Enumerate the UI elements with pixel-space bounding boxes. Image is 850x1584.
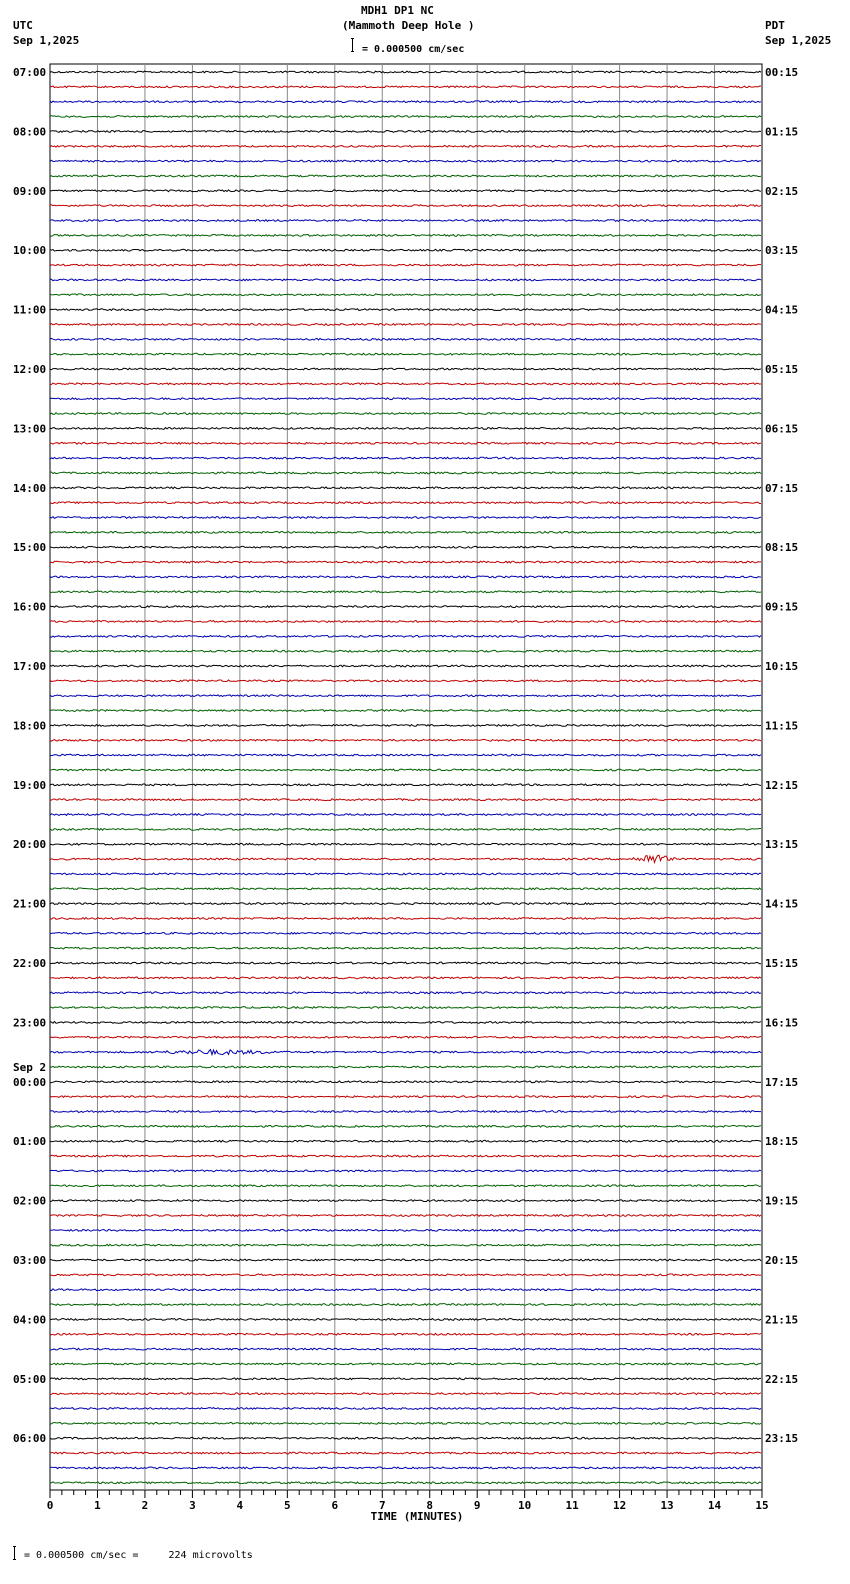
trace-line <box>50 1363 761 1365</box>
utc-hour-label: 23:00 <box>13 1016 47 1030</box>
station-title: MDH1 DP1 NC <box>361 4 434 17</box>
trace-line <box>50 338 761 340</box>
pdt-hour-label: 11:15 <box>765 719 799 733</box>
trace-line <box>50 457 761 459</box>
pdt-hour-label: 18:15 <box>765 1135 799 1149</box>
trace-line <box>50 1244 761 1246</box>
pdt-hour-label: 02:15 <box>765 184 799 198</box>
trace-line <box>50 1378 761 1380</box>
trace-line <box>50 1348 761 1350</box>
trace-line <box>50 828 761 830</box>
utc-hour-label: 00:00 <box>13 1075 47 1089</box>
right-date: Sep 1,2025 <box>765 34 832 47</box>
x-tick-label: 8 <box>426 1499 434 1512</box>
trace-line <box>50 576 761 578</box>
trace-line <box>50 1289 761 1291</box>
utc-hour-label: 20:00 <box>13 838 47 852</box>
trace-line <box>50 294 761 296</box>
trace-line <box>50 561 761 563</box>
trace-line <box>50 190 761 192</box>
trace-line <box>50 472 761 474</box>
footer-scale-text: = 0.000500 cm/sec = 224 microvolts <box>24 1550 253 1561</box>
utc-hour-label: 02:00 <box>13 1194 47 1208</box>
trace-line <box>50 1140 761 1142</box>
trace-line <box>50 1333 761 1335</box>
trace-line <box>50 1259 761 1261</box>
trace-line <box>50 1304 761 1306</box>
trace-line <box>50 1393 761 1395</box>
trace-line <box>50 353 761 355</box>
trace-line <box>50 1066 761 1068</box>
pdt-hour-label: 15:15 <box>765 957 799 970</box>
trace-line <box>50 234 761 236</box>
trace-line <box>50 1408 761 1410</box>
pdt-hour-label: 16:15 <box>765 1016 799 1030</box>
trace-line <box>50 383 761 385</box>
trace-line <box>50 1081 761 1083</box>
utc-hour-label: 15:00 <box>13 541 47 555</box>
trace-line <box>50 843 761 845</box>
utc-hour-label: 10:00 <box>13 244 47 258</box>
utc-hour-label: 04:00 <box>13 1313 47 1327</box>
utc-hour-label: 03:00 <box>13 1254 47 1267</box>
pdt-hour-label: 17:15 <box>765 1075 799 1089</box>
trace-line <box>50 1170 761 1172</box>
trace-line <box>50 1215 761 1217</box>
trace-line <box>50 71 761 73</box>
trace-line <box>50 855 761 862</box>
trace-line <box>50 665 761 667</box>
trace-line <box>50 368 761 370</box>
utc-hour-label: 22:00 <box>13 957 47 970</box>
trace-line <box>50 1185 761 1187</box>
x-tick-label: 10 <box>518 1499 532 1512</box>
trace-line <box>50 739 761 741</box>
trace-line <box>50 977 761 979</box>
utc-hour-label: 07:00 <box>13 66 47 79</box>
pdt-hour-label: 09:15 <box>765 600 799 614</box>
trace-line <box>50 145 761 147</box>
trace-line <box>50 1007 761 1009</box>
trace-line <box>50 1155 761 1157</box>
trace-line <box>50 1482 761 1484</box>
trace-line <box>50 1096 761 1098</box>
trace-line <box>50 799 761 801</box>
trace-line <box>50 606 761 608</box>
pdt-hour-label: 01:15 <box>765 125 799 139</box>
utc-hour-label: 01:00 <box>13 1135 47 1149</box>
trace-line <box>50 1022 761 1024</box>
x-tick-label: 7 <box>378 1499 386 1512</box>
pdt-hour-label: 22:15 <box>765 1372 799 1386</box>
trace-line <box>50 546 761 548</box>
trace-line <box>50 1111 761 1113</box>
utc-hour-label: 16:00 <box>13 600 47 614</box>
trace-line <box>50 814 761 816</box>
x-tick-label: 4 <box>236 1499 244 1512</box>
trace-line <box>50 695 761 697</box>
utc-hour-label: 21:00 <box>13 897 47 911</box>
trace-line <box>50 502 761 504</box>
pdt-hour-label: 20:15 <box>765 1254 799 1267</box>
left-zone: UTC <box>13 19 33 32</box>
station-name: (Mammoth Deep Hole ) <box>342 19 475 32</box>
trace-line <box>50 1452 761 1454</box>
utc-hour-label: 08:00 <box>13 125 47 139</box>
trace-line <box>50 1437 761 1439</box>
x-tick-label: 1 <box>94 1499 101 1512</box>
trace-line <box>50 932 761 934</box>
trace-line <box>50 873 761 875</box>
trace-line <box>50 220 761 222</box>
trace-line <box>50 309 761 311</box>
utc-hour-label: 17:00 <box>13 660 47 673</box>
trace-line <box>50 279 761 281</box>
trace-line <box>50 903 761 905</box>
utc-hour-label: 12:00 <box>13 363 47 376</box>
trace-line <box>50 428 761 430</box>
x-tick-label: 6 <box>331 1499 339 1512</box>
utc-hour-label: 19:00 <box>13 778 47 792</box>
trace-line <box>50 725 761 727</box>
trace-line <box>50 1125 761 1127</box>
trace-line <box>50 962 761 964</box>
trace-line <box>50 249 761 251</box>
x-tick-label: 11 <box>565 1499 579 1512</box>
x-axis-label: TIME (MINUTES) <box>370 1510 464 1523</box>
pdt-hour-label: 10:15 <box>765 660 799 673</box>
pdt-hour-label: 21:15 <box>765 1313 799 1327</box>
trace-line <box>50 1422 761 1424</box>
trace-line <box>50 413 761 415</box>
trace-line <box>50 754 761 756</box>
trace-line <box>50 1200 761 1202</box>
trace-line <box>50 101 761 103</box>
x-tick-label: 12 <box>612 1499 627 1512</box>
trace-line <box>50 621 761 623</box>
pdt-hour-label: 00:15 <box>765 66 799 79</box>
trace-line <box>50 131 761 133</box>
pdt-hour-label: 04:15 <box>765 303 799 317</box>
trace-line <box>50 1319 761 1321</box>
scale-text: = 0.000500 cm/sec <box>362 44 465 55</box>
utc-hour-label: 13:00 <box>13 422 47 436</box>
pdt-hour-label: 14:15 <box>765 897 799 911</box>
trace-line <box>50 635 761 637</box>
date-change-label: Sep 2 <box>13 1060 47 1074</box>
trace-line <box>50 205 761 207</box>
pdt-hour-label: 08:15 <box>765 541 799 555</box>
trace-line <box>50 116 761 118</box>
pdt-hour-label: 05:15 <box>765 363 799 376</box>
trace-line <box>50 160 761 162</box>
left-date: Sep 1,2025 <box>13 34 80 47</box>
trace-line <box>50 517 761 519</box>
x-tick-label: 13 <box>660 1499 674 1512</box>
trace-line <box>50 442 761 444</box>
pdt-hour-label: 03:15 <box>765 244 799 258</box>
utc-hour-label: 05:00 <box>13 1372 47 1386</box>
trace-line <box>50 531 761 533</box>
trace-line <box>50 784 761 786</box>
trace-line <box>50 264 761 266</box>
trace-line <box>50 591 761 593</box>
utc-hour-label: 14:00 <box>13 481 47 495</box>
trace-line <box>50 947 761 949</box>
x-tick-label: 2 <box>141 1499 149 1512</box>
pdt-hour-label: 23:15 <box>765 1432 799 1446</box>
x-tick-label: 0 <box>46 1499 54 1512</box>
trace-line <box>50 680 761 682</box>
trace-line <box>50 1036 761 1038</box>
pdt-hour-label: 13:15 <box>765 838 799 852</box>
utc-hour-label: 06:00 <box>13 1432 47 1446</box>
trace-line <box>50 769 761 771</box>
trace-line <box>50 918 761 920</box>
pdt-hour-label: 06:15 <box>765 422 799 436</box>
x-tick-label: 14 <box>707 1499 722 1512</box>
trace-line <box>50 1467 761 1469</box>
pdt-hour-label: 12:15 <box>765 778 799 792</box>
x-tick-label: 9 <box>473 1499 481 1512</box>
utc-hour-label: 18:00 <box>13 719 47 733</box>
trace-line <box>50 1274 761 1276</box>
x-tick-label: 5 <box>284 1499 291 1512</box>
trace-line <box>50 992 761 994</box>
trace-line <box>50 175 761 177</box>
trace-line <box>50 710 761 712</box>
x-tick-label: 15 <box>755 1499 769 1512</box>
trace-line <box>50 86 761 88</box>
utc-hour-label: 11:00 <box>13 303 47 317</box>
pdt-hour-label: 19:15 <box>765 1194 799 1208</box>
trace-line <box>50 650 761 652</box>
trace-line <box>50 1050 761 1055</box>
trace-line <box>50 487 761 489</box>
trace-line <box>50 888 761 890</box>
x-tick-label: 3 <box>189 1499 196 1512</box>
utc-hour-label: 09:00 <box>13 184 47 198</box>
pdt-hour-label: 07:15 <box>765 481 799 495</box>
trace-line <box>50 324 761 326</box>
footer-scale-bar-icon <box>13 1546 16 1560</box>
right-zone: PDT <box>765 19 785 32</box>
trace-line <box>50 398 761 400</box>
trace-line <box>50 1229 761 1231</box>
